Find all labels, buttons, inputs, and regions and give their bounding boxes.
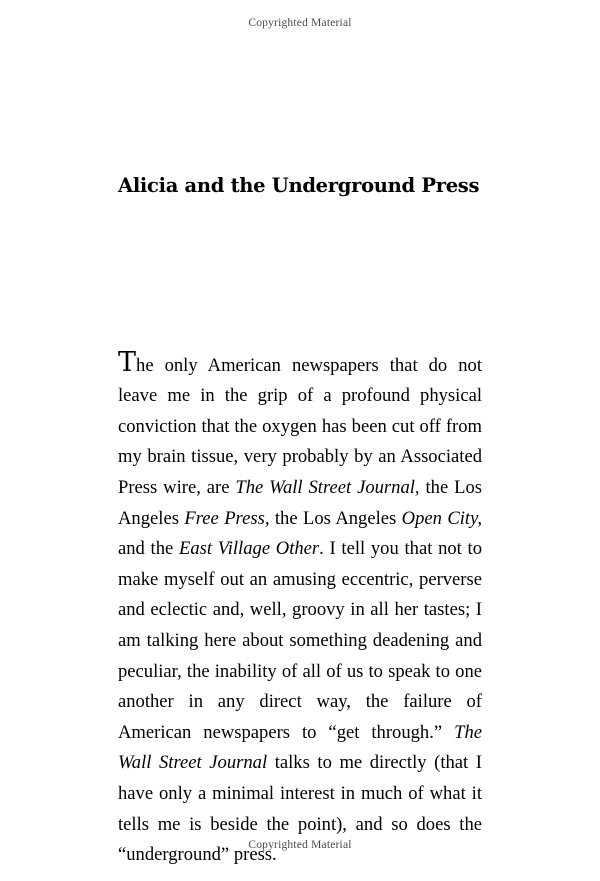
italic-title: The Wall Street Journal, [235,476,420,498]
text-run: he only American newspapers that do not leave me in the grip of a profound physical conviction that the oxygen has been cut off from my brain tissue, very probably by an Associated Press wire, are [118,354,482,498]
italic-title: The Wall Street Journal [118,721,482,774]
text-run: and the [118,538,179,560]
text-run: the Los Angeles [118,476,483,529]
copyright-watermark-top: Copyrighted Material [248,17,352,29]
text-run: . I tell you that not to make myself out an amusing eccentric, perverse and eclectic and, well, groovy in all her tastes; I am talking here about something deadening and peculiar, the inability of all of us to speak to one another in any direct way, the failure of American newspapers to “get through.” [118,538,483,743]
text-run: the Los Angeles [269,507,402,529]
italic-title: East Village Other [178,538,320,560]
copyright-watermark-bottom: Copyrighted Material [248,839,352,851]
page-title: Alicia and the Underground Press [118,174,480,197]
body-paragraph [118,346,483,871]
italic-title: Free Press, [184,507,270,529]
text-run: talks to me directly (that I have only a minimal interest in much of what it tells me is beside the point), and so does the “underground” press. [118,752,482,866]
drop-cap: T [118,346,137,378]
italic-title: Open City, [401,507,482,529]
